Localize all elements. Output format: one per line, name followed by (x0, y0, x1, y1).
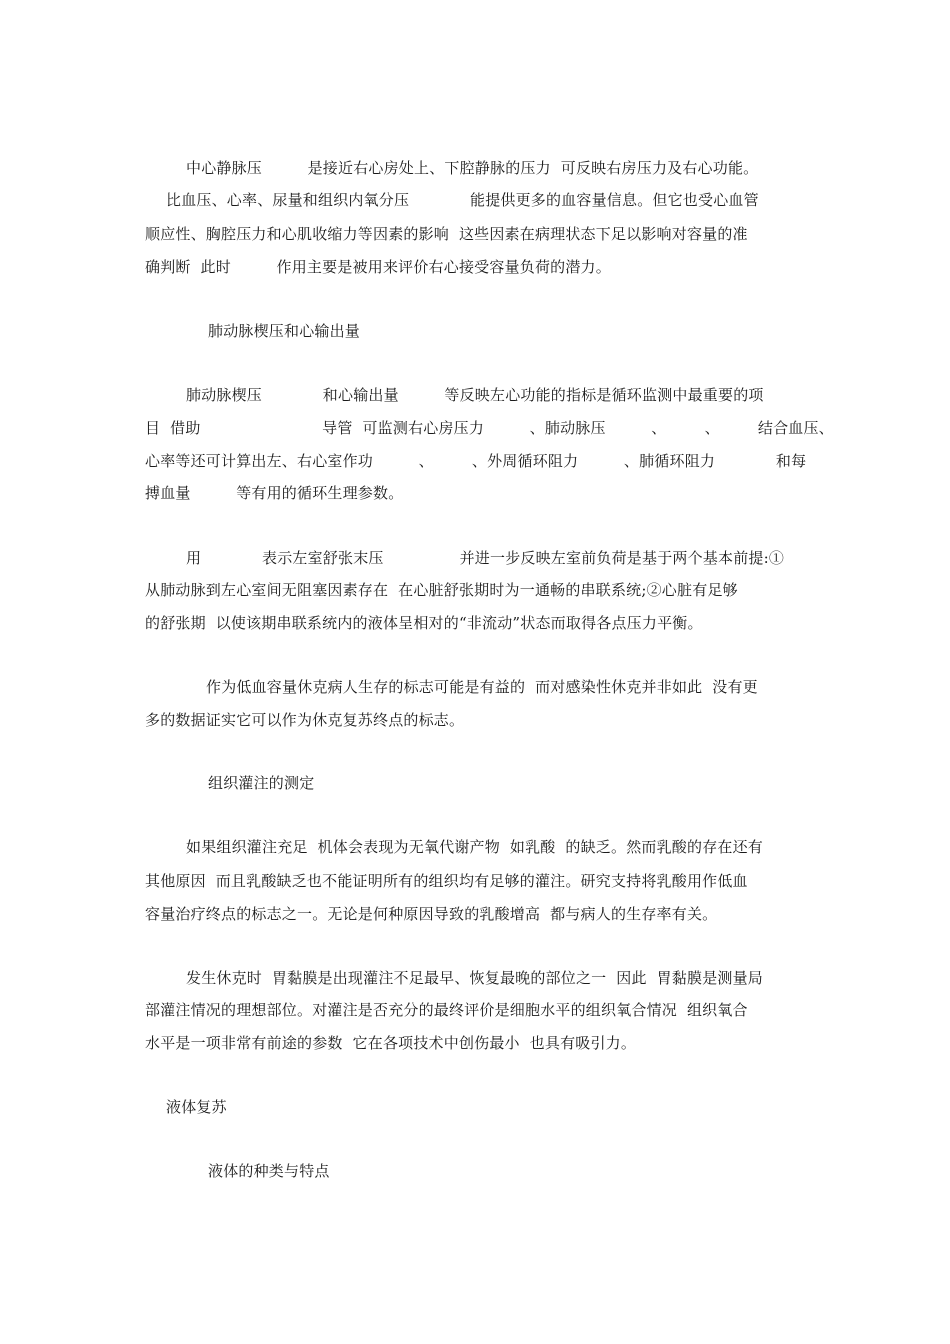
text-line: 多的数据证实它可以作为休克复苏终点的标志。 (145, 711, 465, 729)
text-line: 容量治疗终点的标志之一。无论是何种原因导致的乳酸增高 都与病人的生存率有关。 (145, 905, 718, 923)
text-line: 的舒张期 以使该期串联系统内的液体呈相对的“非流动”状态而取得各点压力平衡。 (145, 614, 703, 632)
subsection-heading: 液体的种类与特点 (208, 1162, 330, 1180)
text-line: 搏血量 等有用的循环生理参数。 (145, 484, 404, 502)
text-line: 如果组织灌注充足 机体会表现为无氧代谢产物 如乳酸 的缺乏。然而乳酸的存在还有 (186, 838, 764, 856)
text-line: 从肺动脉到左心室间无阻塞因素存在 在心脏舒张期时为一通畅的串联系统;②心脏有足够 (145, 581, 738, 599)
text-line: 比血压、心率、尿量和组织内氧分压 能提供更多的血容量信息。但它也受心血管 (166, 191, 759, 209)
text-line: 水平是一项非常有前途的参数 它在各项技术中创伤最小 也具有吸引力。 (145, 1034, 637, 1052)
section-heading: 肺动脉楔压和心输出量 (208, 322, 361, 340)
text-line: 目 借助 导管 可监测右心房压力 、肺动脉压 、 、 结合血压、 (145, 419, 834, 437)
section-heading: 液体复苏 (166, 1098, 227, 1116)
text-line: 用 表示左室舒张末压 并进一步反映左室前负荷是基于两个基本前提:① (186, 549, 785, 567)
text-line: 顺应性、胸腔压力和心肌收缩力等因素的影响 这些因素在病理状态下足以影响对容量的准 (145, 225, 748, 243)
text-line: 其他原因 而且乳酸缺乏也不能证明所有的组织均有足够的灌注。研究支持将乳酸用作低血 (145, 872, 748, 890)
text-line: 中心静脉压 是接近右心房处上、下腔静脉的压力 可反映右房压力及右心功能。 (186, 159, 759, 177)
text-line: 肺动脉楔压 和心输出量 等反映左心功能的指标是循环监测中最重要的项 (186, 386, 764, 404)
text-line: 作为低血容量休克病人生存的标志可能是有益的 而对感染性休克并非如此 没有更 (206, 678, 758, 696)
text-line: 部灌注情况的理想部位。对灌注是否充分的最终评价是细胞水平的组织氧合情况 组织氧合 (145, 1001, 748, 1019)
text-line: 发生休克时 胃黏膜是出现灌注不足最早、恢复最晚的部位之一 因此 胃黏膜是测量局 (186, 969, 764, 987)
text-line: 确判断 此时 作用主要是被用来评价右心接受容量负荷的潜力。 (145, 258, 611, 276)
section-heading: 组织灌注的测定 (208, 774, 315, 792)
text-line: 心率等还可计算出左、右心室作功 、 、外周循环阻力 、肺循环阻力 和每 (145, 452, 807, 470)
